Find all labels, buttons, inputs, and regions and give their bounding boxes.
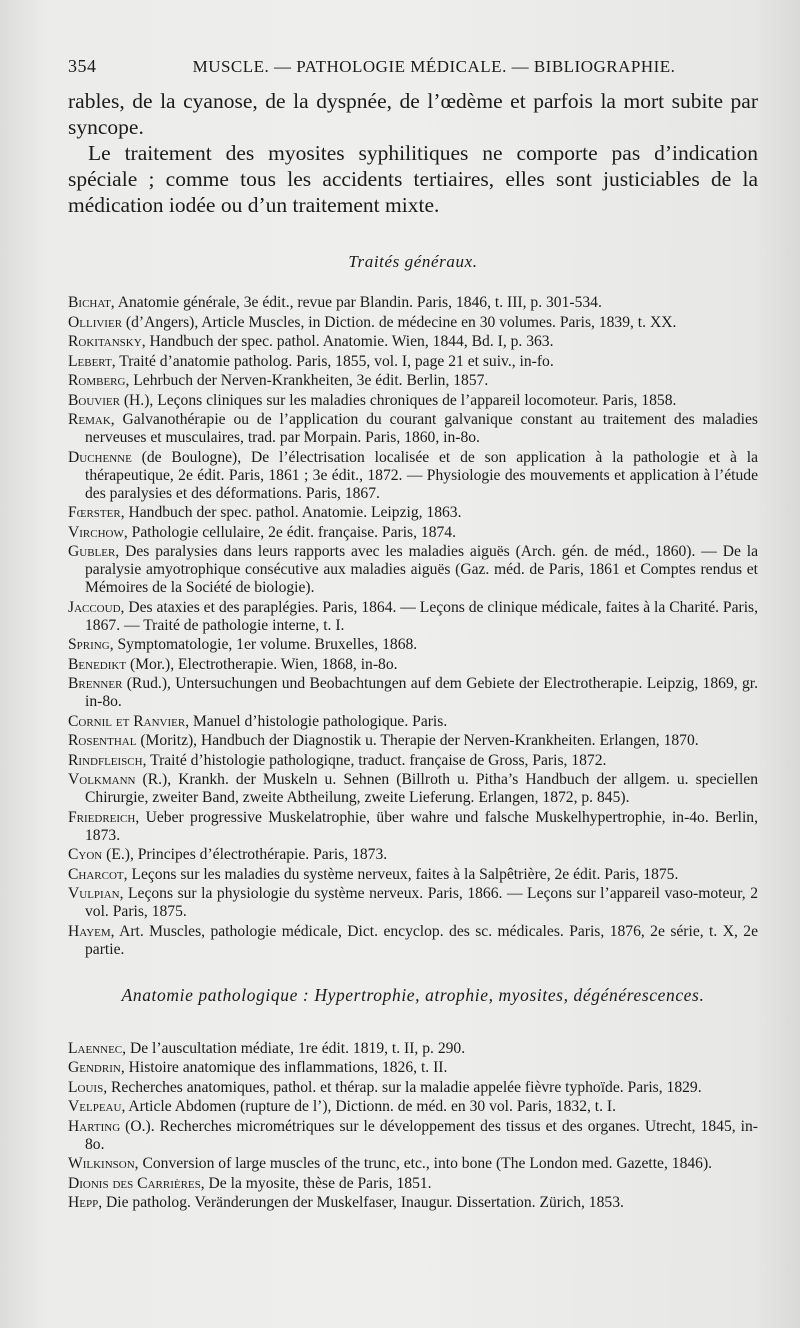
entry-text: , Symptomatologie, 1er volume. Bruxelles, 1868. [109,636,418,653]
entry-text: (H.), Leçons cliniques sur les maladies chroniques de l’appareil locomoteur. Paris, 1858. [119,391,677,409]
entry-author: Velpeau [68,1098,122,1115]
entry-author: Wilkinson [68,1155,135,1172]
bibliography-entry [68,885,758,921]
bibliography-entry [68,599,758,635]
bibliography-entry [68,392,758,410]
entry-text: (R.), Krankh. der Muskeln u. Sehnen (Billroth u. Pitha’s Handbuch der allgem. u. speciellen Chirurgie, zweiter Band, zweite Abtheilung, zweite Lieferung. Erlangen, 1872, p. 845). [85,771,758,806]
entry-author: Friedreich [68,808,136,826]
entry-author: Benedikt [68,655,127,673]
bibliography-entry [68,656,758,674]
bibliography-entry [68,675,758,711]
entry-author: Romberg [68,372,126,389]
entry-text: (Mor.), Electrotherapie. Wien, 1868, in-8o. [126,655,398,673]
page-number: 354 [68,56,97,76]
bibliography-entry [68,809,758,845]
entry-text: , De l’auscultation médiate, 1re édit. 1819, t. II, p. 290. [122,1039,466,1057]
entry-author: Rindfleisch [68,751,143,769]
entry-author: Ollivier [68,313,123,331]
bibliography-entry [68,411,758,447]
entry-author: Bichat [68,294,111,311]
bibliography-entry [68,846,758,864]
entry-author: Charcot [68,865,124,883]
entry-text: (Rud.), Untersuchungen und Beobachtungen auf dem Gebiete der Electrotherapie. Leipzig, 1869, gr. in-8o. [85,675,758,710]
entry-text: , Leçons sur les maladies du système nerveux, faites à la Salpêtrière, 2e édit. Paris, 1875. [123,865,679,883]
bibliography-entry [68,866,758,884]
bibliography-entry [68,294,758,312]
bibliography-entry [68,333,758,351]
entry-text: , Recherches anatomiques, pathol. et thérap. sur la maladie appelée fièvre typhoïde. Paris, 1829. [103,1078,702,1096]
entry-text: , Leçons sur la physiologie du système nerveux. Paris, 1866. — Leçons sur l’appareil vaso-moteur, 2 vol. Paris, 1875. [85,885,758,920]
entry-text: , Ueber progressive Muskelatrophie, über wahre und falsche Muskelhypertrophie, in-4o. Berlin, 1873. [85,808,758,844]
entry-text: (d’Angers), Article Muscles, in Diction. de médecine en 30 volumes. Paris, 1839, t. XX. [122,313,677,331]
entry-author: Duchenne [68,448,132,466]
entry-author: Gendrin [68,1059,121,1076]
paragraph-treatment: Le traitement des myosites syphilitiques ne comporte pas d’indication spéciale ; comme tous les accidents tertiaires, elles sont justiciables de la médication iodée ou d’un traitement mixte. [68,141,758,217]
running-header [68,56,756,77]
bibliography-entry [68,1059,758,1077]
entry-author: Lebert [68,352,112,370]
entry-text: , Des paralysies dans leurs rapports avec les maladies aiguës (Arch. gén. de méd., 1860). — De la paralysie amyotrophique consécutive aux maladies aiguës (Gaz. méd. de Paris, 1861 et Comptes rendus et Mémoires de la Société de biologie). [85,543,758,596]
entry-text: , De la myosite, thèse de Paris, 1851. [200,1174,432,1192]
bibliography-entry [68,923,758,959]
bibliography-entry [68,504,758,522]
entry-author: Brenner [68,675,123,692]
entry-text: , Article Abdomen (rupture de l’), Dictionn. de méd. en 30 vol. Paris, 1832, t. I. [121,1098,617,1115]
entry-text: , Handbuch der spec. pathol. Anatomie. Wien, 1844, Bd. I, p. 363. [141,333,554,350]
bibliography-entry [68,771,758,807]
entry-author: Virchow [68,523,124,541]
bibliography-entry [68,732,758,750]
bibliography-list-general [68,294,758,959]
entry-author: Hepp [68,1194,99,1211]
entry-author: Bouvier [68,391,120,409]
bibliography-entry [68,752,758,770]
bibliography-entry [68,636,758,654]
entry-text: , Traité d’histologie pathologiqne, traduct. française de Gross, Paris, 1872. [142,751,607,769]
entry-text: , Des ataxies et des paraplégies. Paris, 1864. — Leçons de clinique médicale, faites à la Charité. Paris, 1867. — Traité de pathologie interne, t. I. [85,598,758,634]
bibliography-entry [68,1098,758,1116]
entry-text: (Moritz), Handbuch der Diagnostik u. Therapie der Nerven-Krankheiten. Erlangen, 1870. [136,732,699,749]
bibliography-entry [68,449,758,503]
entry-author: Rosenthal [68,732,137,749]
entry-author: Jaccoud [68,598,121,616]
bibliography-entry [68,713,758,731]
entry-text: (E.), Principes d’électrothérapie. Paris, 1873. [102,846,388,863]
entry-text: , Conversion of large muscles of the trunc, etc., into bone (The London med. Gazette, 1846). [134,1155,713,1172]
section-title-general-treatises: Traités généraux. [348,252,478,271]
entry-text: , Traité d’anatomie patholog. Paris, 1855, vol. I, page 21 et suiv., in-fo. [111,352,554,370]
section-title-pathological-anatomy: Anatomie pathologique : Hypertrophie, atrophie, myosites, dégénérescences. [121,984,705,1005]
entry-author: Cornil et Ranvier [68,712,186,730]
bibliography-entry [68,314,758,332]
entry-author: Spring [68,636,110,653]
entry-text: , Anatomie générale, 3e édit., revue par Blandin. Paris, 1846, t. III, p. 301-534. [110,294,602,311]
entry-text: , Galvanothérapie ou de l’application du courant galvanique constant au traitement des maladies nerveuses et musculaires, trad. par Morpain. Paris, 1860, in-8o. [85,411,758,446]
entry-author: Remak [68,411,111,428]
entry-author: Dionis des Carrières [68,1174,201,1192]
entry-text: (de Boulogne), De l’électrisation localisée et de son application à la pathologie et à la thérapeutique, 2e édit. Paris, 1861 ; 3e édit., 1872. — Physiologie des mouvements et application à l’étude des paralysies et des déformations. Paris, 1867. [85,448,758,502]
page-body [68,88,758,1214]
bibliography-entry [68,1194,758,1212]
bibliography-entry [68,353,758,371]
bibliography-entry [68,1040,758,1058]
entry-text: , Die patholog. Veränderungen der Muskelfaser, Inaugur. Dissertation. Zürich, 1853. [98,1194,624,1211]
bibliography-entry [68,1118,758,1154]
bibliography-entry [68,1079,758,1097]
entry-author: Volkmann [68,771,136,788]
bibliography-entry [68,1155,758,1173]
entry-author: Fœrster [68,504,121,521]
entry-author: Louis [68,1078,104,1096]
entry-text: , Histoire anatomique des inflammations, 1826, t. II. [120,1059,448,1076]
bibliography-entry [68,1175,758,1193]
entry-text: , Art. Muscles, pathologie médicale, Dict. encyclop. des sc. médicales. Paris, 1876, 2e série, t. X, 2e partie. [85,922,758,958]
bibliography-list-pathology [68,1040,758,1213]
entry-author: Harting [68,1117,121,1135]
bibliography-entry [68,524,758,542]
entry-author: Vulpian [68,885,120,902]
bibliography-entry [68,372,758,390]
entry-text: , Handbuch der spec. pathol. Anatomie. Leipzig, 1863. [120,504,462,521]
entry-author: Cyon [68,846,103,863]
entry-author: Hayem [68,922,111,940]
entry-text: , Pathologie cellulaire, 2e édit. française. Paris, 1874. [123,523,457,541]
entry-text: , Lehrbuch der Nerven-Krankheiten, 3e édit. Berlin, 1857. [125,372,489,389]
bibliography-entry [68,543,758,597]
entry-text: (O.). Recherches micrométriques sur le développement des tissus et des organes. Utrecht, 1845, in-8o. [85,1117,758,1153]
running-title: MUSCLE. — PATHOLOGIE MÉDICALE. — BIBLIOGRAPHIE. [192,57,676,76]
entry-author: Laennec [68,1039,123,1057]
entry-author: Rokitansky [68,333,142,350]
paragraph-continuation: rables, de la cyanose, de la dyspnée, de l’œdème et parfois la mort subite par syncope. [68,89,758,139]
entry-author: Gubler [68,543,116,560]
entry-text: , Manuel d’histologie pathologique. Paris. [185,712,448,730]
